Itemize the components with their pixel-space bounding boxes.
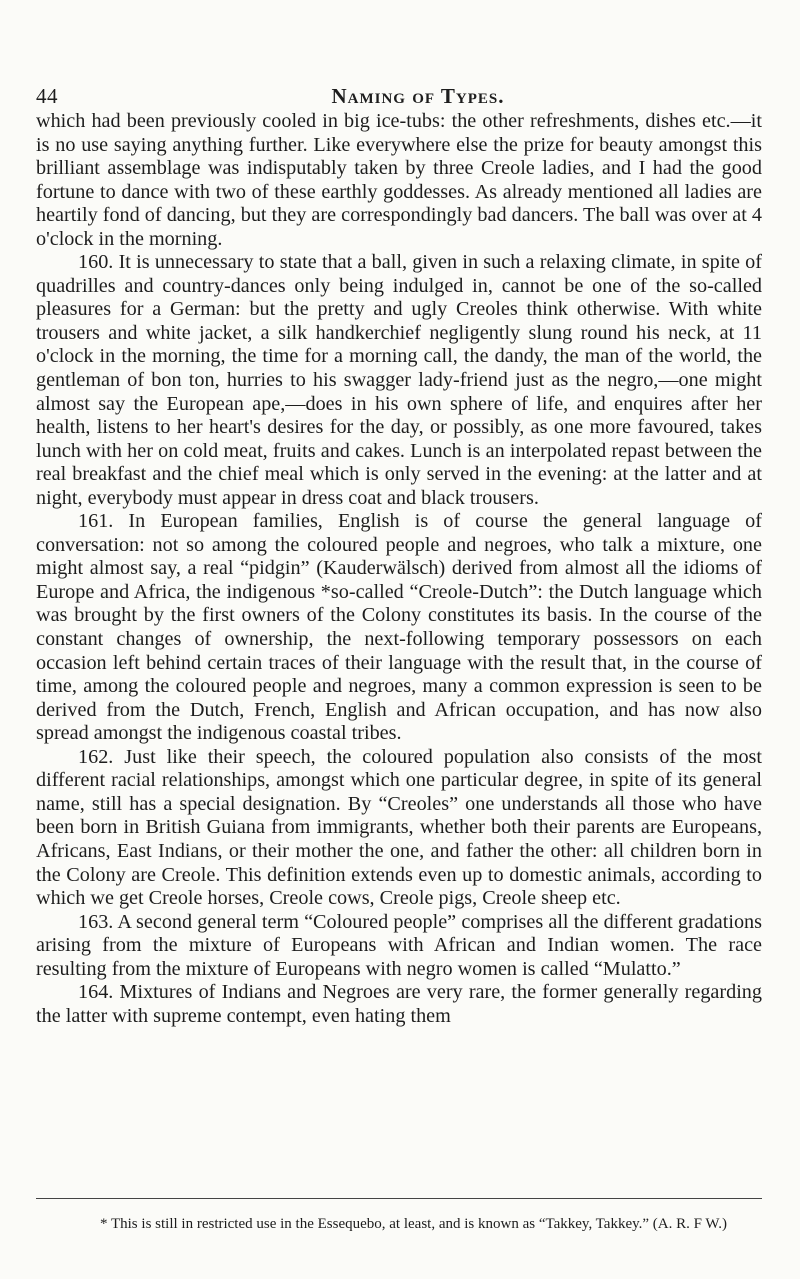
paragraph-continued: which had been previously cooled in big ice-tubs: the other refreshments, dishes etc.—it is no use saying anything further. Like everywhere else the prize for beauty amongst this brilliant assemblage was indisputably taken by three Creole ladies, and I had the good fortune to dance with two of these earthly goddesses. As already mentioned all ladies are heartily fond of dancing, but they are correspondingly bad dancers. The ball was over at 4 o'clock in the morning. [36,110,762,250]
paragraph-162: 162. Just like their speech, the coloured population also consists of the most different racial relationships, amongst which one particular degree, in spite of its general name, still has a special designation. By “Creoles” one understands all those who have been born in British Guiana from immigrants, whether both their parents are Europeans, Africans, East Indians, or their mother the one, and father the other: all children born in the Colony are Creole. This definition extends even up to domestic animals, according to which we get Creole horses, Creole cows, Creole pigs, Creole sheep etc. [36,745,762,910]
paragraph-164: 164. Mixtures of Indians and Negroes are very rare, the former generally regarding the latter with supreme contempt, even hating them [36,981,762,1027]
page-number: 44 [36,84,58,108]
body-text [36,110,762,1028]
footnote: * This is still in restricted use in the Essequebo, at least, and is known as “Takkey, Takkey.” (A. R. F W.) [100,1216,727,1232]
paragraph-163: 163. A second general term “Coloured people” comprises all the different gradations arising from the mixture of Europeans with African and Indian women. The race resulting from the mixture of Europeans with negro women is called “Mulatto.” [36,910,762,980]
paragraph-160: 160. It is unnecessary to state that a ball, given in such a relaxing climate, in spite of quadrilles and country-dances only being indulged in, cannot be one of the so-called pleasures for a German: but the pretty and ugly Creoles think otherwise. With white trousers and white jacket, a silk handkerchief negligently slung round his neck, at 11 o'clock in the morning, the time for a morning call, the dandy, the man of the world, the gentleman of bon ton, hurries to his swagger lady-friend just as the negro,—one might almost say the European ape,—does in his own sphere of life, and enquires after her health, listens to her heart's desires for the day, or possibly, as one more favoured, takes lunch with her on cold meat, fruits and cakes. Lunch is an interpolated repast between the real breakfast and the chief meal which is only served in the evening: at the latter and at night, everybody must appear in dress coat and black trousers. [36,251,762,509]
footnote-divider [36,1198,762,1199]
paragraph-161: 161. In European families, English is of course the general language of conversation: not so among the coloured people and negroes, who talk a mixture, one might almost say, a real “pidgin” (Kauderwälsch) derived from almost all the idioms of Europe and Africa, the indigenous *so-called “Creole-Dutch”: the Dutch language which was brought by the first owners of the Colony constitutes its basis. In the course of the constant changes of ownership, the next-following temporary possessors on each occasion left behind certain traces of their language with the result that, in the course of time, among the coloured people and negroes, many a common expression is seen to be derived from the Dutch, French, English and African occupation, and has now also spread amongst the indigenous coastal tribes. [36,510,762,745]
running-head: Naming of Types. [331,84,505,108]
